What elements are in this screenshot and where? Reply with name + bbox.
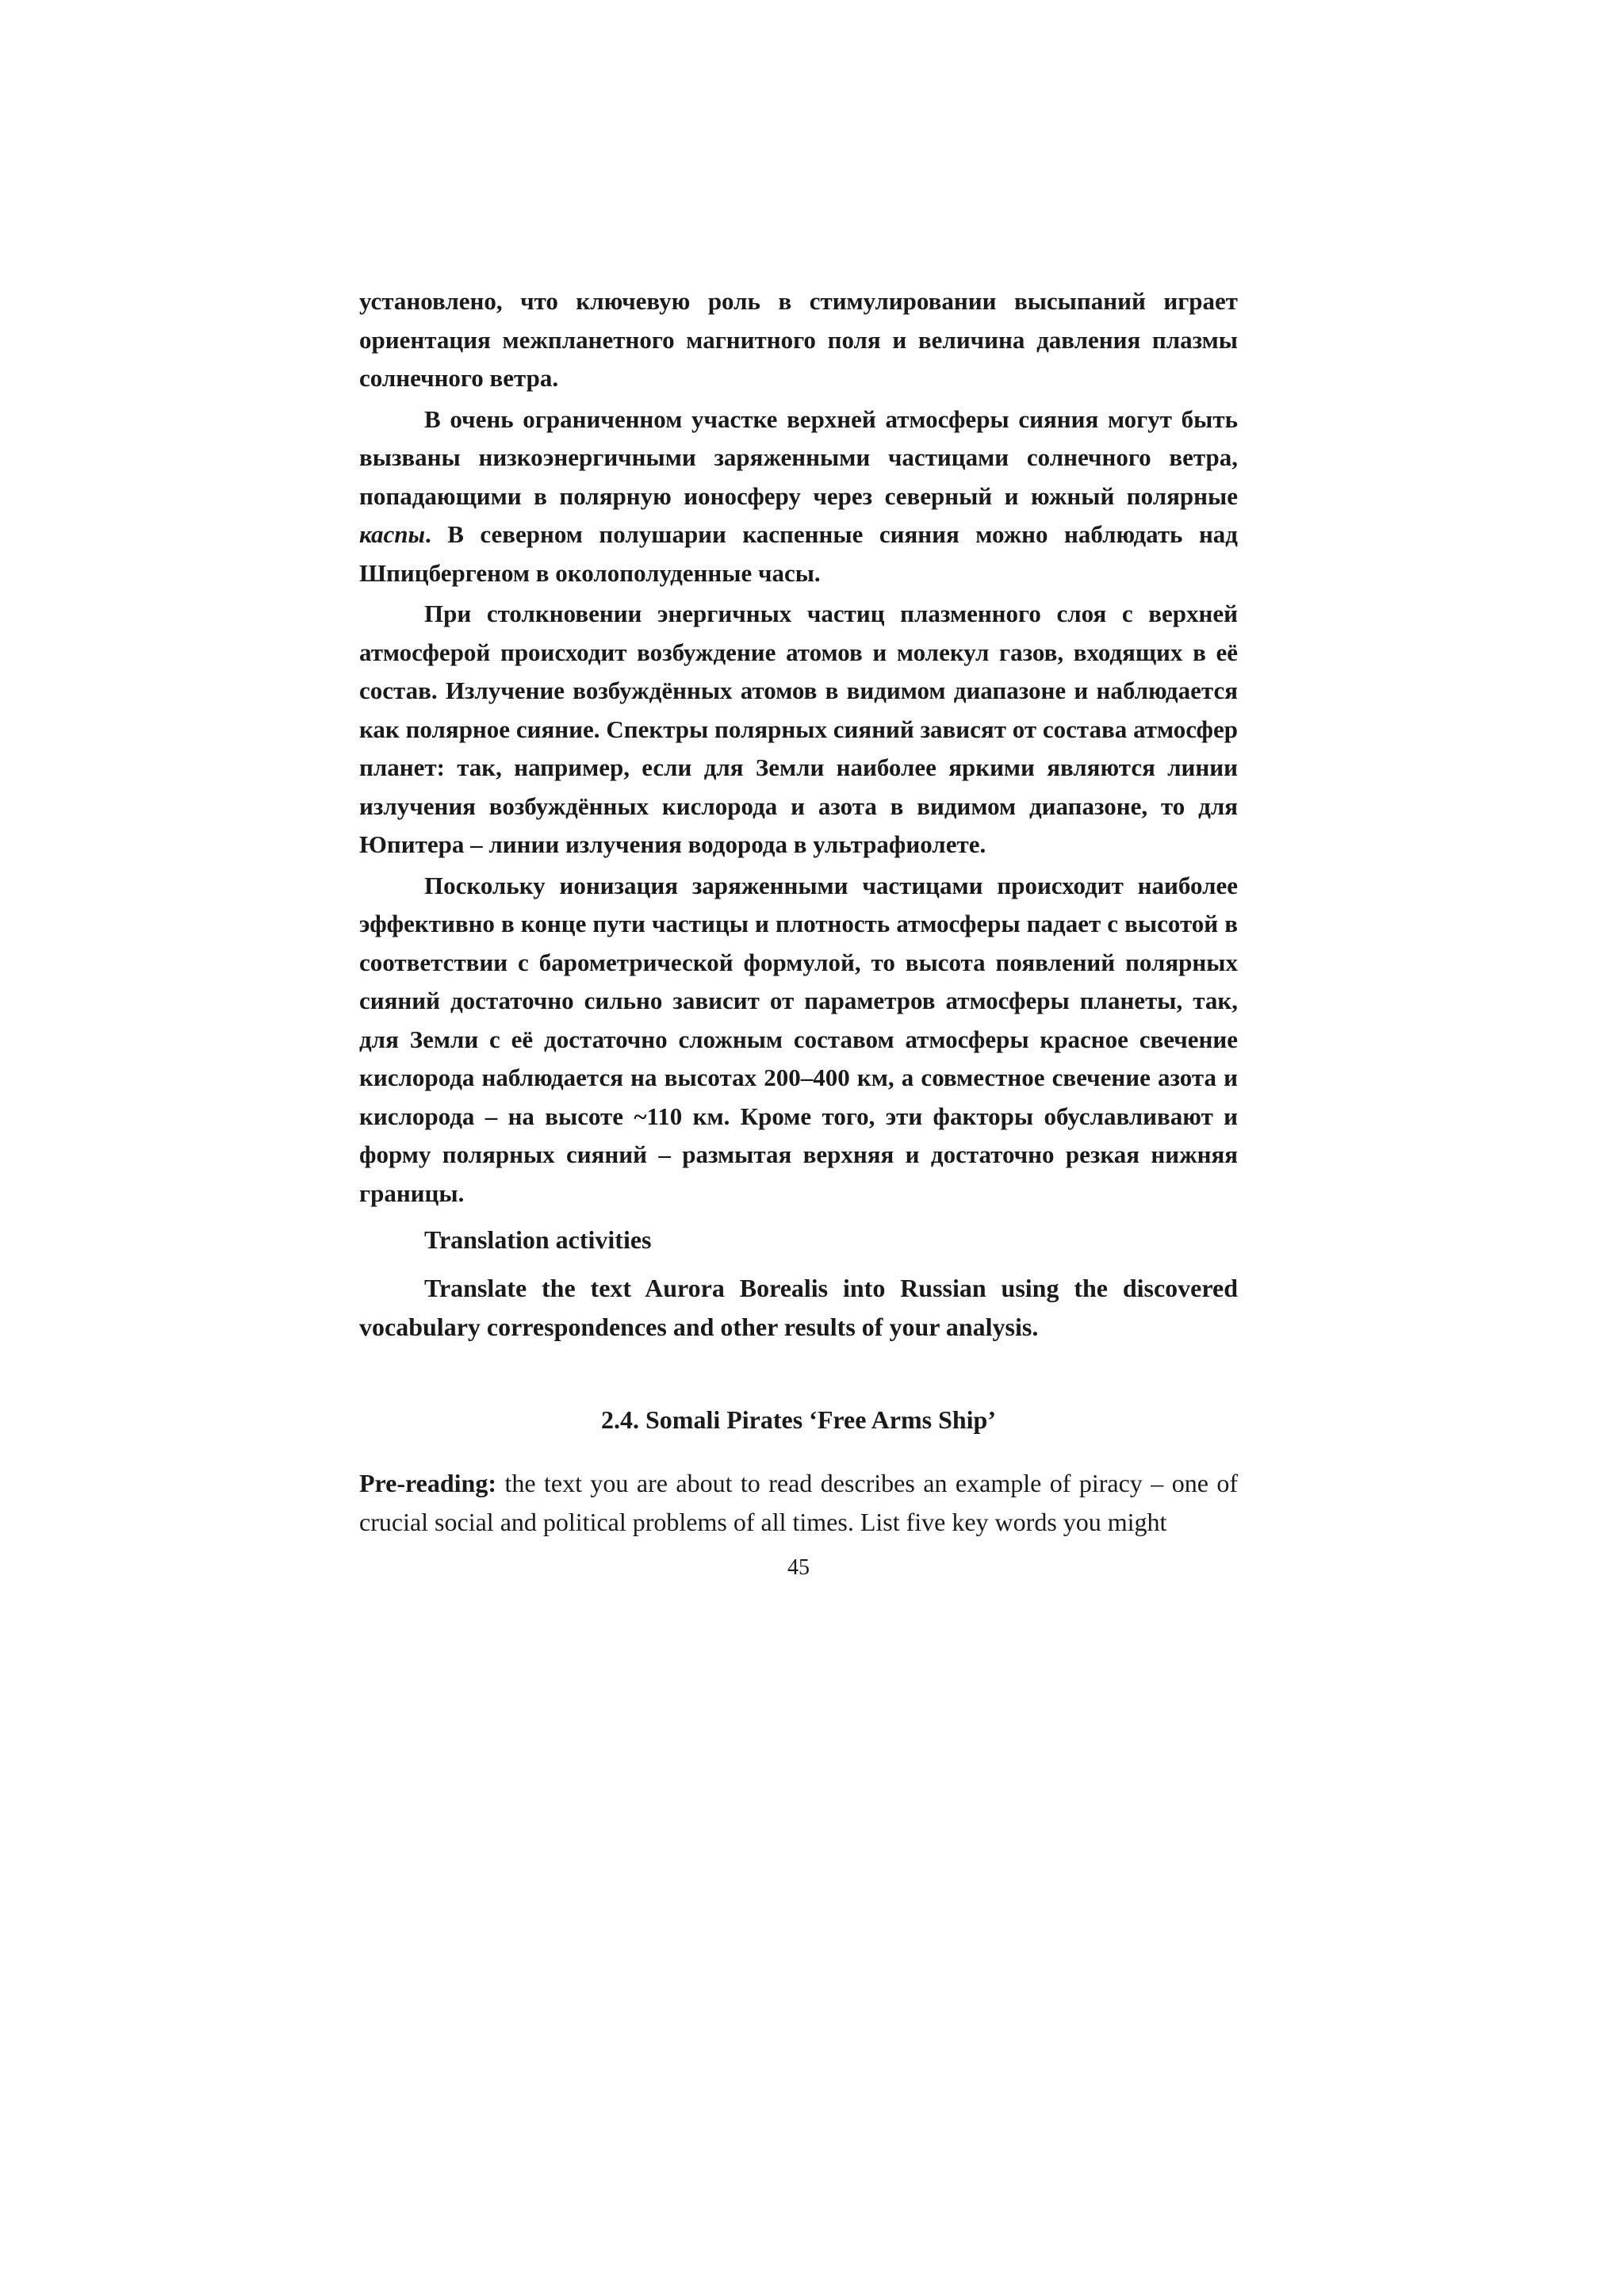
- paragraph-3: При столкновении энергичных частиц плазменного слоя с верхней атмосферой происходит возбуждение атомов и молекул газов, входящих в её состав. Излучение возбуждённых атомов в видимом диапазоне и наблюдается как полярное сияние. Спектры полярных сияний зависят от состава атмосфер планет: так, например, если для Земли наиболее яркими являются линии излучения возбуждённых кислорода и азота в видимом диапазоне, то для Юпитера – линии излучения водорода в ультрафиолете.: [359, 600, 1238, 858]
- document-page: [359, 282, 1238, 1584]
- task-instruction: Translate the text Aurora Borealis into Russian using the discovered vocabulary correspondences and other results of your analysis.: [359, 1274, 1238, 1341]
- term-kaspy: каспы: [359, 520, 425, 548]
- activities-heading: Translation activities: [424, 1225, 652, 1254]
- page-number: 45: [787, 1555, 810, 1580]
- paragraph-1: установлено, что ключевую роль в стимулировании высыпаний играет ориентация межпланетного магнитного поля и величина давления плазмы солнечного ветра.: [359, 287, 1238, 392]
- pre-reading-label: Pre-reading:: [359, 1469, 496, 1497]
- paragraph-2-text-end: . В северном полушарии каспенные сияния можно наблюдать над Шпицбергеном в околополуденные часы.: [359, 520, 1238, 587]
- pre-reading-paragraph: [359, 1464, 1238, 1541]
- section-title: 2.4. Somali Pirates ‘Free Arms Ship’: [600, 1405, 996, 1434]
- paragraph-4: Поскольку ионизация заряженными частицами происходит наиболее эффективно в конце пути частицы и плотность атмосферы падает с высотой в соответствии с барометрической формулой, то высота появлений полярных сияний достаточно сильно зависит от параметров атмосферы планеты, так, для Земли с её достаточно сложным составом атмосферы красное свечение кислорода наблюдается на высотах 200–400 км, а совместное свечение азота и кислорода – на высоте ~110 км. Кроме того, эти факторы обуславливают и форму полярных сияний – размытая верхняя и достаточно резкая нижняя границы.: [359, 871, 1238, 1207]
- pre-reading-text: the text you are about to read describes an example of piracy – one of crucial social and political problems of all times. List five key words you might: [359, 1469, 1238, 1536]
- paragraph-2-text-start: В очень ограниченном участке верхней атмосферы сияния могут быть вызваны низкоэнергичными заряженными частицами солнечного ветра, попадающими в полярную ионосферу через северный и южный полярные: [359, 404, 1238, 510]
- paragraph-2: [359, 401, 1238, 593]
